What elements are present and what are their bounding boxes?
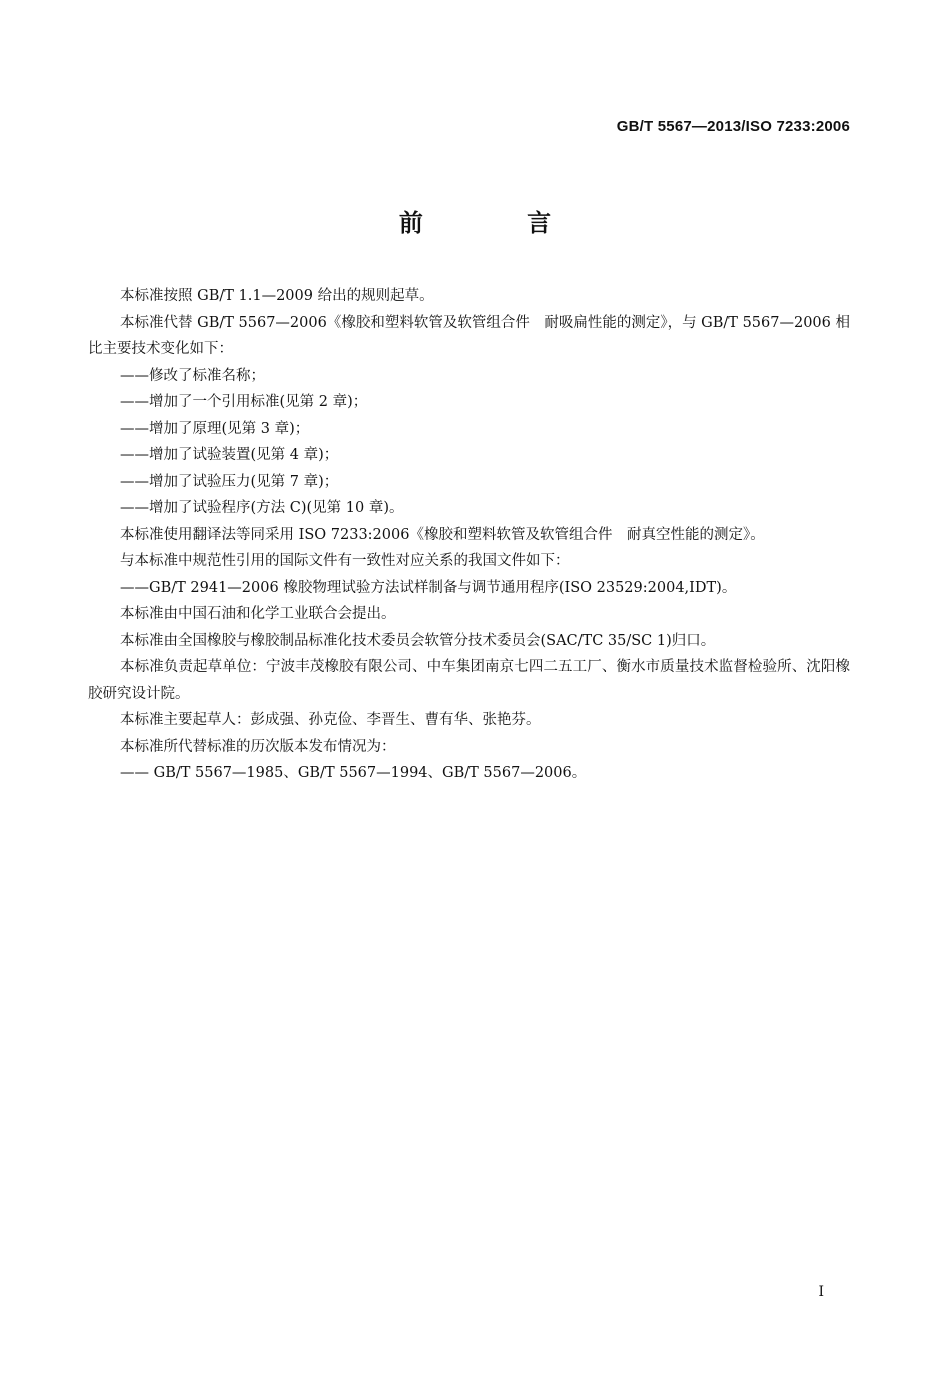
paragraph-history-intro: 本标准所代替标准的历次版本发布情况为：	[120, 738, 396, 755]
list-item-history: —— GB/T 5567—1985、GB/T 5567—1994、GB/T 5567—2006。	[120, 765, 587, 781]
list-item-add-principle: ——增加了原理(见第 3 章)；	[120, 420, 310, 437]
paragraph-replacement: 本标准代替 GB/T 5567—2006《橡胶和塑料软管及软管组合件 耐吸扁性能的测定》，与 GB/T 5567—2006 相比主要技术变化如下：	[88, 314, 850, 357]
paragraph-centralized-by: 本标准由全国橡胶与橡胶制品标准化技术委员会软管分技术委员会(SAC/TC 35/SC 1)归口。	[120, 632, 716, 649]
list-item-add-reference: ——增加了一个引用标准(见第 2 章)；	[120, 394, 368, 410]
paragraph-corresponding-docs: 与本标准中规范性引用的国际文件有一致性对应关系的我国文件如下：	[120, 553, 570, 569]
list-item-add-procedure: ——增加了试验程序(方法 C)(见第 10 章)。	[120, 500, 404, 516]
list-item-add-pressure: ——增加了试验压力(见第 7 章)；	[120, 473, 339, 490]
page-number: I	[818, 1284, 824, 1300]
foreword-body	[88, 283, 850, 787]
paragraph-drafting-rules: 本标准按照 GB/T 1.1—2009 给出的规则起草。	[120, 288, 434, 304]
list-item-gbt2941: ——GB/T 2941—2006 橡胶物理试验方法试样制备与调节通用程序(ISO 23529:2004,IDT)。	[120, 579, 737, 596]
paragraph-drafters: 本标准主要起草人：彭成强、孙克俭、李晋生、曹有华、张艳芬。	[120, 712, 541, 728]
list-item-add-apparatus: ——增加了试验装置(见第 4 章)；	[120, 447, 339, 463]
paragraph-proposed-by: 本标准由中国石油和化学工业联合会提出。	[120, 606, 396, 622]
page-title: 前 言	[398, 209, 600, 237]
list-item-change-name: ——修改了标准名称；	[120, 367, 265, 384]
paragraph-drafting-units: 本标准负责起草单位：宁波丰茂橡胶有限公司、中车集团南京七四二五工厂、衡水市质量技术监督检验所、沈阳橡胶研究设计院。	[88, 659, 850, 702]
paragraph-adoption: 本标准使用翻译法等同采用 ISO 7233:2006《橡胶和塑料软管及软管组合件 耐真空性能的测定》。	[120, 526, 765, 543]
standard-code-header: GB/T 5567—2013/ISO 7233:2006	[616, 118, 850, 135]
